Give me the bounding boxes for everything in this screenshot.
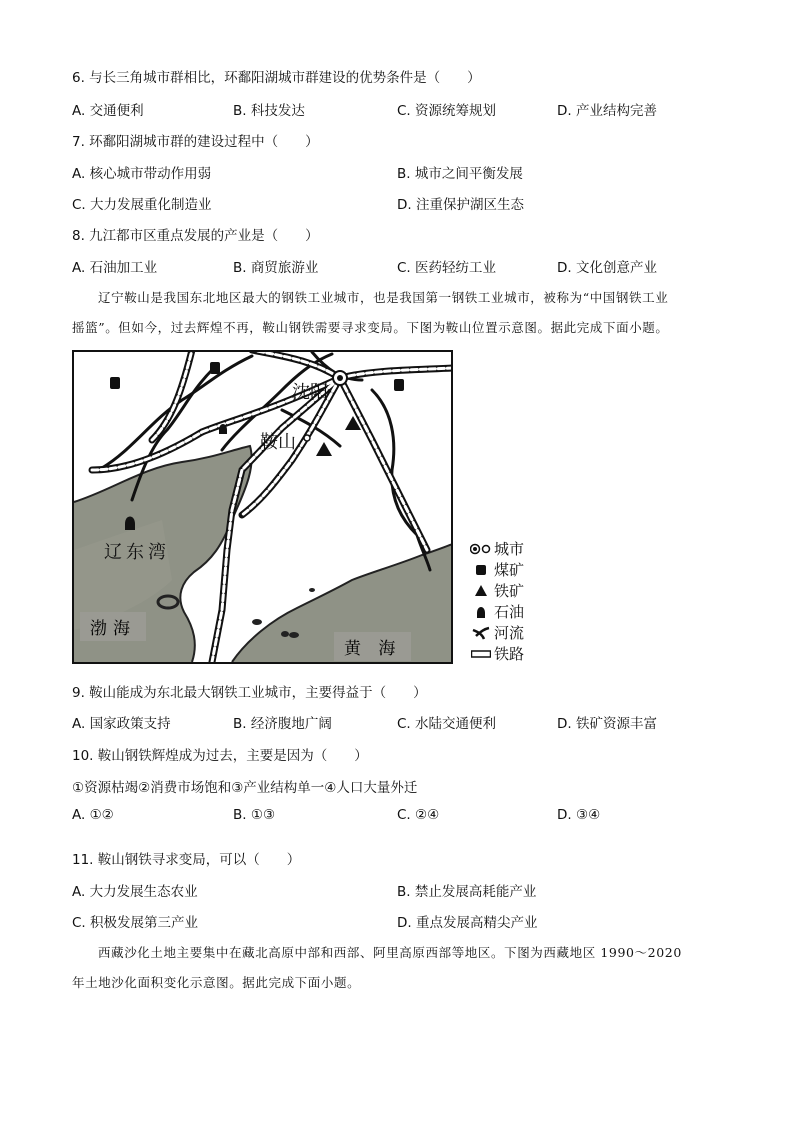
q9-option-d: D. 铁矿资源丰富 <box>557 716 657 732</box>
q9-option-a: A. 国家政策支持 <box>72 716 171 732</box>
q8-option-d: D. 文化创意产业 <box>557 260 657 276</box>
map-label-bohai: 渤海 <box>80 612 146 641</box>
coal-mine-icon <box>470 564 492 576</box>
q8-option-b: B. 商贸旅游业 <box>233 260 319 276</box>
q8-option-c: C. 医药轻纺工业 <box>397 260 497 276</box>
map-label-yellow-sea: 黄 海 <box>334 632 411 661</box>
question-6-stem: 6. 与长三角城市群相比，环鄱阳湖城市群建设的优势条件是（ ） <box>72 70 481 86</box>
q11-option-d: D. 重点发展高精尖产业 <box>397 915 538 931</box>
q9-option-b: B. 经济腹地广阔 <box>233 716 332 732</box>
city-icon <box>470 543 492 555</box>
question-7-stem: 7. 环鄱阳湖城市群的建设过程中（ ） <box>72 134 319 150</box>
coal-mine-marker <box>110 377 120 389</box>
river-icon <box>470 626 492 640</box>
q7-option-d: D. 注重保护湖区生态 <box>397 197 524 213</box>
q7-option-a: A. 核心城市带动作用弱 <box>72 166 212 182</box>
anshan-location-map <box>72 350 453 664</box>
q11-option-a: A. 大力发展生态农业 <box>72 884 198 900</box>
q8-option-a: A. 石油加工业 <box>72 260 158 276</box>
q6-option-b: B. 科技发达 <box>233 103 305 119</box>
legend-item-coal: 煤矿 <box>470 559 560 580</box>
passage-anshan-line2: 摇篮”。但如今，过去辉煌不再，鞍山钢铁需要寻求变局。下图为鞍山位置示意图。据此完成下面小题。 <box>72 320 669 335</box>
legend-item-railway: 铁路 <box>470 643 560 664</box>
iron-mine-icon <box>470 585 492 597</box>
city-marker-anshan <box>304 435 310 441</box>
q10-option-d: D. ③④ <box>557 807 601 823</box>
legend-item-oil: 石油 <box>470 601 560 622</box>
q7-option-b: B. 城市之间平衡发展 <box>397 166 523 182</box>
q11-option-c: C. 积极发展第三产业 <box>72 915 199 931</box>
oil-icon <box>470 605 492 619</box>
oil-marker <box>125 517 135 531</box>
q10-option-b: B. ①③ <box>233 807 276 823</box>
passage-tibet-line2: 年土地沙化面积变化示意图。据此完成下面小题。 <box>72 975 361 990</box>
city-marker-shenyang <box>333 371 347 385</box>
q10-option-a: A. ①② <box>72 807 114 823</box>
map-label-liaodong-bay: 辽东湾 <box>104 542 170 563</box>
railway-icon <box>470 650 492 658</box>
coal-mine-marker <box>210 362 220 374</box>
coal-mine-marker <box>394 379 404 391</box>
q6-option-a: A. 交通便利 <box>72 103 144 119</box>
question-10-stem: 10. 鞍山钢铁辉煌成为过去，主要是因为（ ） <box>72 748 368 764</box>
question-8-stem: 8. 九江都市区重点发展的产业是（ ） <box>72 228 319 244</box>
q9-option-c: C. 水陆交通便利 <box>397 716 497 732</box>
map-legend <box>470 538 560 664</box>
q6-option-c: C. 资源统筹规划 <box>397 103 497 119</box>
q6-option-d: D. 产业结构完善 <box>557 103 657 119</box>
map-label-anshan: 鞍山 <box>260 432 296 453</box>
legend-item-iron: 铁矿 <box>470 580 560 601</box>
legend-item-city: 城市 <box>470 538 560 559</box>
q11-option-b: B. 禁止发展高耗能产业 <box>397 884 537 900</box>
passage-anshan-line1: 辽宁鞍山是我国东北地区最大的钢铁工业城市，也是我国第一钢铁工业城市，被称为“中国钢铁工业 <box>98 290 669 305</box>
passage-tibet-line1: 西藏沙化土地主要集中在藏北高原中部和西部、阿里高原西部等地区。下图为西藏地区 1990～2020 <box>98 945 682 960</box>
question-11-stem: 11. 鞍山钢铁寻求变局，可以（ ） <box>72 852 301 868</box>
map-label-shenyang: 沈阳 <box>292 382 328 403</box>
question-9-stem: 9. 鞍山能成为东北最大钢铁工业城市，主要得益于（ ） <box>72 685 427 701</box>
question-10-statements: ①资源枯竭②消费市场饱和③产业结构单一④人口大量外迁 <box>72 780 418 796</box>
legend-item-river: 河流 <box>470 622 560 643</box>
q7-option-c: C. 大力发展重化制造业 <box>72 197 212 213</box>
q10-option-c: C. ②④ <box>397 807 440 823</box>
